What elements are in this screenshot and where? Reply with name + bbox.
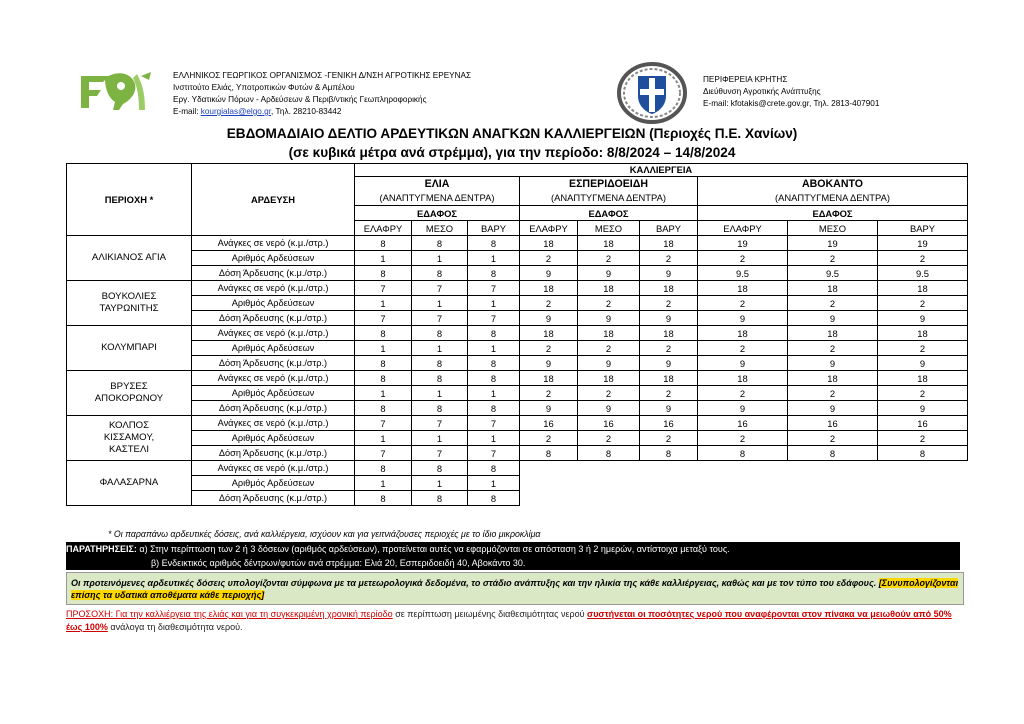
irrigation-label-cell: Ανάγκες σε νερό (κ.μ./στρ.) — [192, 281, 355, 296]
value-cell: 1 — [355, 341, 412, 356]
value-cell: 8 — [468, 356, 520, 371]
value-cell: 8 — [412, 356, 468, 371]
value-cell: 7 — [355, 416, 412, 431]
value-cell: 2 — [578, 341, 640, 356]
value-cell: 8 — [355, 401, 412, 416]
value-cell: 9 — [788, 356, 878, 371]
empty-cell — [640, 476, 698, 491]
table-row — [67, 386, 968, 401]
table-body — [67, 164, 968, 506]
irrigation-label-cell: Ανάγκες σε νερό (κ.μ./στρ.) — [192, 416, 355, 431]
soil-type-cell: ΜΕΣΟ — [788, 221, 878, 236]
empty-cell — [640, 461, 698, 476]
value-cell: 7 — [468, 281, 520, 296]
region-contact: E-mail: kfotakis@crete.gov.gr, Τηλ. 2813-407901 — [703, 99, 880, 108]
irrigation-label-cell: Ανάγκες σε νερό (κ.μ./στρ.) — [192, 461, 355, 476]
table-row — [67, 266, 968, 281]
value-cell: 1 — [355, 476, 412, 491]
irrigation-label-cell: Δόση Άρδευσης (κ.μ./στρ.) — [192, 266, 355, 281]
value-cell: 18 — [640, 371, 698, 386]
crop-header-citrus: ΕΣΠΕΡΙΔΟΕΙΔΗ (ΑΝΑΠΤΥΓΜΕΝΑ ΔΕΝΤΡΑ) — [520, 177, 698, 206]
soil-type-cell: ΕΛΑΦΡΥ — [355, 221, 412, 236]
value-cell: 7 — [355, 446, 412, 461]
value-cell: 1 — [468, 386, 520, 401]
value-cell: 8 — [468, 491, 520, 506]
value-cell: 9 — [640, 311, 698, 326]
value-cell: 8 — [355, 356, 412, 371]
value-cell: 9 — [698, 401, 788, 416]
value-cell: 2 — [698, 431, 788, 446]
soil-type-cell: ΕΛΑΦΡΥ — [698, 221, 788, 236]
value-cell: 19 — [788, 236, 878, 251]
value-cell: 8 — [468, 266, 520, 281]
value-cell: 8 — [355, 371, 412, 386]
value-cell: 8 — [355, 326, 412, 341]
value-cell: 1 — [468, 476, 520, 491]
value-cell: 1 — [355, 296, 412, 311]
value-cell: 8 — [355, 491, 412, 506]
value-cell: 2 — [878, 251, 968, 266]
value-cell: 2 — [640, 341, 698, 356]
soil-type-cell: ΒΑΡΥ — [878, 221, 968, 236]
value-cell: 9 — [520, 356, 578, 371]
value-cell: 1 — [412, 251, 468, 266]
value-cell: 2 — [788, 251, 878, 266]
value-cell: 18 — [520, 236, 578, 251]
value-cell: 19 — [878, 236, 968, 251]
value-cell: 2 — [640, 431, 698, 446]
value-cell: 2 — [698, 296, 788, 311]
value-cell: 18 — [640, 326, 698, 341]
value-cell: 16 — [640, 416, 698, 431]
irrigation-label-cell: Αριθμός Αρδεύσεων — [192, 386, 355, 401]
value-cell: 18 — [578, 236, 640, 251]
empty-cell — [788, 491, 878, 506]
value-cell: 7 — [468, 311, 520, 326]
irrigation-label-cell: Δόση Άρδευσης (κ.μ./στρ.) — [192, 401, 355, 416]
soil-type-cell: ΒΑΡΥ — [468, 221, 520, 236]
table-row — [67, 326, 968, 341]
value-cell: 2 — [788, 386, 878, 401]
value-cell: 8 — [698, 446, 788, 461]
value-cell: 8 — [468, 401, 520, 416]
value-cell: 18 — [520, 281, 578, 296]
value-cell: 2 — [520, 386, 578, 401]
soil-header-citrus: ΕΔΑΦΟΣ — [520, 206, 698, 221]
table-row — [67, 446, 968, 461]
empty-cell — [698, 476, 788, 491]
value-cell: 18 — [878, 281, 968, 296]
value-cell: 8 — [412, 266, 468, 281]
value-cell: 8 — [412, 491, 468, 506]
value-cell: 2 — [520, 431, 578, 446]
crops-header: ΚΑΛΛΙΕΡΓΕΙΑ — [355, 164, 968, 177]
value-cell: 2 — [878, 296, 968, 311]
irrigation-header: ΑΡΔΕΥΣΗ — [192, 164, 355, 236]
value-cell: 9 — [578, 401, 640, 416]
empty-cell — [788, 476, 878, 491]
value-cell: 7 — [412, 416, 468, 431]
value-cell: 8 — [578, 446, 640, 461]
empty-cell — [578, 491, 640, 506]
value-cell: 2 — [578, 431, 640, 446]
lab-name: Εργ. Υδατικών Πόρων - Αρδεύσεων & Περιβ/ντικής Γεωπληροφορικής — [173, 95, 427, 104]
value-cell: 9 — [698, 356, 788, 371]
empty-cell — [640, 491, 698, 506]
value-cell: 2 — [578, 251, 640, 266]
document-title: ΕΒΔΟΜΑΔΙΑΙΟ ΔΕΛΤΙΟ ΑΡΔΕΥΤΙΚΩΝ ΑΝΑΓΚΩΝ ΚΑΛΛΙΕΡΓΕΙΩΝ (Περιοχές Π.Ε. Χανίων) — [226, 126, 798, 141]
value-cell: 9 — [788, 311, 878, 326]
region-name-cell: ΚΟΛΥΜΠΑΡΙ — [67, 326, 192, 371]
soil-type-cell: ΕΛΑΦΡΥ — [520, 221, 578, 236]
table-row — [67, 341, 968, 356]
value-cell: 2 — [698, 341, 788, 356]
value-cell: 8 — [468, 326, 520, 341]
greek-emblem-icon — [616, 62, 688, 124]
value-cell: 2 — [640, 386, 698, 401]
soil-header-avocado: ΕΔΑΦΟΣ — [698, 206, 968, 221]
value-cell: 2 — [788, 431, 878, 446]
irrigation-label-cell: Αριθμός Αρδεύσεων — [192, 251, 355, 266]
value-cell: 18 — [788, 371, 878, 386]
value-cell: 8 — [468, 461, 520, 476]
directorate-name: Διεύθυνση Αγροτικής Ανάπτυξης — [703, 87, 821, 96]
soil-type-cell: ΜΕΣΟ — [412, 221, 468, 236]
soil-type-cell: ΜΕΣΟ — [578, 221, 640, 236]
value-cell: 8 — [788, 446, 878, 461]
value-cell: 2 — [640, 296, 698, 311]
value-cell: 2 — [640, 251, 698, 266]
value-cell: 16 — [788, 416, 878, 431]
soil-type-cell: ΒΑΡΥ — [640, 221, 698, 236]
email-link[interactable]: kourgialas@elgo.gr — [200, 107, 271, 116]
value-cell: 18 — [698, 326, 788, 341]
value-cell: 1 — [355, 386, 412, 401]
value-cell: 2 — [788, 341, 878, 356]
table-row — [67, 401, 968, 416]
note-a: ΠΑΡΑΤΗΡΗΣΕΙΣ: α) Στην περίπτωση των 2 ή 3 δόσεων (αριθμός αρδεύσεων), προτείνεται αυτές να εφαρμόζονται σε απόσταση 3 ή 2 ημερών, αντίστοιχα μεταξύ τους. — [66, 544, 730, 554]
region-name: ΠΕΡΙΦΕΡΕΙΑ ΚΡΗΤΗΣ — [703, 75, 788, 84]
value-cell: 7 — [468, 446, 520, 461]
table-row — [67, 281, 968, 296]
value-cell: 8 — [412, 461, 468, 476]
irrigation-label-cell: Αριθμός Αρδεύσεων — [192, 341, 355, 356]
value-cell: 9.5 — [698, 266, 788, 281]
value-cell: 16 — [878, 416, 968, 431]
table-row — [67, 416, 968, 431]
value-cell: 16 — [698, 416, 788, 431]
green-note: Οι προτεινόμενες αρδευτικές δόσεις υπολογίζονται σύμφωνα με τα μετεωρολογικά δεδομένα, το στάδιο ανάπτυξης και την ηλικία της κάθε καλλιέργειας, καθώς και με τον τύπο του εδάφους. [Συνυπολογίζονται επίσης τα υδατικά αποθέματα κάθε περιοχής] — [66, 572, 964, 605]
region-name-cell: ΒΡΥΣΕΣ ΑΠΟΚΟΡΩΝΟΥ — [67, 371, 192, 416]
value-cell: 1 — [468, 431, 520, 446]
value-cell: 9.5 — [878, 266, 968, 281]
value-cell: 2 — [520, 296, 578, 311]
value-cell: 16 — [520, 416, 578, 431]
value-cell: 9 — [698, 311, 788, 326]
value-cell: 9 — [640, 401, 698, 416]
irrigation-label-cell: Ανάγκες σε νερό (κ.μ./στρ.) — [192, 326, 355, 341]
empty-cell — [698, 461, 788, 476]
table-row — [67, 296, 968, 311]
empty-cell — [578, 476, 640, 491]
empty-cell — [878, 461, 968, 476]
value-cell: 1 — [355, 431, 412, 446]
irrigation-label-cell: Δόση Άρδευσης (κ.μ./στρ.) — [192, 356, 355, 371]
irrigation-label-cell: Ανάγκες σε νερό (κ.μ./στρ.) — [192, 236, 355, 251]
value-cell: 9 — [520, 311, 578, 326]
empty-cell — [878, 491, 968, 506]
value-cell: 2 — [788, 296, 878, 311]
value-cell: 2 — [878, 431, 968, 446]
note-b: β) Ενδεικτικός αριθμός δέντρων/φυτών ανά στρέμμα: Ελιά 20, Εσπεριδοειδή 40, Αβοκάντο 30. — [151, 558, 526, 568]
irrigation-label-cell: Δόση Άρδευσης (κ.μ./στρ.) — [192, 311, 355, 326]
value-cell: 18 — [878, 371, 968, 386]
value-cell: 18 — [788, 326, 878, 341]
document-subtitle: (σε κυβικά μέτρα ανά στρέμμα), για την περίοδο: 8/8/2024 – 14/8/2024 — [288, 145, 736, 160]
empty-cell — [520, 491, 578, 506]
value-cell: 9 — [520, 401, 578, 416]
value-cell: 19 — [698, 236, 788, 251]
value-cell: 9 — [640, 266, 698, 281]
region-name-cell: ΒΟΥΚΟΛΙΕΣ ΤΑΥΡΩΝΙΤΗΣ — [67, 281, 192, 326]
table-row — [67, 251, 968, 266]
value-cell: 16 — [578, 416, 640, 431]
value-cell: 8 — [412, 371, 468, 386]
header-right — [703, 74, 879, 110]
value-cell: 18 — [698, 371, 788, 386]
value-cell: 18 — [578, 371, 640, 386]
value-cell: 7 — [355, 281, 412, 296]
value-cell: 1 — [412, 341, 468, 356]
table-row — [67, 476, 968, 491]
value-cell: 9 — [578, 266, 640, 281]
value-cell: 7 — [412, 281, 468, 296]
table-row — [67, 461, 968, 476]
region-name-cell: ΑΛΙΚΙΑΝΟΣ ΑΓΙΑ — [67, 236, 192, 281]
irrigation-label-cell: Δόση Άρδευσης (κ.μ./στρ.) — [192, 491, 355, 506]
value-cell: 9 — [878, 311, 968, 326]
value-cell: 18 — [878, 326, 968, 341]
value-cell: 1 — [412, 476, 468, 491]
value-cell: 2 — [878, 341, 968, 356]
value-cell: 9 — [640, 356, 698, 371]
value-cell: 1 — [468, 251, 520, 266]
value-cell: 7 — [412, 446, 468, 461]
irrigation-table — [66, 163, 968, 506]
value-cell: 8 — [355, 236, 412, 251]
empty-cell — [698, 491, 788, 506]
value-cell: 18 — [578, 281, 640, 296]
value-cell: 2 — [878, 386, 968, 401]
value-cell: 8 — [640, 446, 698, 461]
value-cell: 2 — [698, 251, 788, 266]
table-row — [67, 431, 968, 446]
value-cell: 8 — [355, 266, 412, 281]
irrigation-label-cell: Αριθμός Αρδεύσεων — [192, 476, 355, 491]
value-cell: 2 — [578, 386, 640, 401]
value-cell: 7 — [468, 416, 520, 431]
table-row — [67, 311, 968, 326]
notes-bar — [66, 542, 960, 570]
value-cell: 7 — [412, 311, 468, 326]
value-cell: 18 — [788, 281, 878, 296]
value-cell: 9 — [578, 311, 640, 326]
value-cell: 18 — [520, 371, 578, 386]
footnote: * Οι παραπάνω αρδευτικές δόσεις, ανά καλλιέργεια, ισχύουν και για γειτνιάζουσες περιοχές με το ίδιο μικροκλίμα — [108, 529, 541, 539]
value-cell: 9.5 — [788, 266, 878, 281]
value-cell: 2 — [520, 251, 578, 266]
value-cell: 9 — [878, 356, 968, 371]
value-cell: 7 — [355, 311, 412, 326]
soil-header-olive: ΕΔΑΦΟΣ — [355, 206, 520, 221]
value-cell: 1 — [412, 386, 468, 401]
value-cell: 8 — [468, 371, 520, 386]
empty-cell — [878, 476, 968, 491]
org-name: ΕΛΛΗΝΙΚΟΣ ΓΕΩΡΓΙΚΟΣ ΟΡΓΑΝΙΣΜΟΣ -ΓΕΝΙΚΗ Δ/ΝΣΗ ΑΓΡΟΤΙΚΗΣ ΕΡΕΥΝΑΣ — [173, 71, 472, 80]
value-cell: 9 — [578, 356, 640, 371]
value-cell: 9 — [878, 401, 968, 416]
elgo-logo-icon — [75, 66, 153, 116]
value-cell: 18 — [640, 281, 698, 296]
value-cell: 1 — [412, 431, 468, 446]
value-cell: 1 — [355, 251, 412, 266]
value-cell: 8 — [355, 461, 412, 476]
value-cell: 1 — [468, 296, 520, 311]
crop-header-olive: ΕΛΙΑ (ΑΝΑΠΤΥΓΜΕΝΑ ΔΕΝΤΡΑ) — [355, 177, 520, 206]
value-cell: 8 — [468, 236, 520, 251]
value-cell: 2 — [578, 296, 640, 311]
contact-line: E-mail: kourgialas@elgo.gr, Τηλ. 28210-83442 — [173, 107, 342, 116]
value-cell: 1 — [412, 296, 468, 311]
value-cell: 2 — [520, 341, 578, 356]
value-cell: 9 — [788, 401, 878, 416]
value-cell: 8 — [412, 401, 468, 416]
empty-cell — [788, 461, 878, 476]
irrigation-label-cell: Ανάγκες σε νερό (κ.μ./στρ.) — [192, 371, 355, 386]
value-cell: 18 — [520, 326, 578, 341]
irrigation-label-cell: Αριθμός Αρδεύσεων — [192, 431, 355, 446]
value-cell: 2 — [698, 386, 788, 401]
empty-cell — [578, 461, 640, 476]
table-row — [67, 371, 968, 386]
value-cell: 8 — [412, 326, 468, 341]
value-cell: 18 — [698, 281, 788, 296]
warning-note: ΠΡΟΣΟΧΗ: Για την καλλιέργεια της ελιάς και για τη συγκεκριμένη χρονική περίοδο σε περίπτωση μειωμένης διαθεσιμότητας νερού συστήνεται οι ποσότητες νερού που αναφέρονται στον πίνακα να μειωθούν από 50% έως 100% ανάλογα τη διαθεσιμότητα νερού. — [66, 609, 952, 632]
table-row — [67, 356, 968, 371]
irrigation-label-cell: Αριθμός Αρδεύσεων — [192, 296, 355, 311]
highlight-note: [Συνυπολογίζονται επίσης τα υδατικά αποθέματα κάθε περιοχής] — [71, 578, 959, 600]
region-name-cell: ΦΑΛΑΣΑΡΝΑ — [67, 461, 192, 506]
crop-header-avocado: ΑΒΟΚΑΝΤΟ (ΑΝΑΠΤΥΓΜΕΝΑ ΔΕΝΤΡΑ) — [698, 177, 968, 206]
value-cell: 8 — [878, 446, 968, 461]
empty-cell — [520, 476, 578, 491]
irrigation-label-cell: Δόση Άρδευσης (κ.μ./στρ.) — [192, 446, 355, 461]
value-cell: 18 — [578, 326, 640, 341]
value-cell: 1 — [468, 341, 520, 356]
value-cell: 9 — [520, 266, 578, 281]
table-row — [67, 236, 968, 251]
region-name-cell: ΚΟΛΠΟΣ ΚΙΣΣΑΜΟΥ, ΚΑΣΤΕΛΙ — [67, 416, 192, 461]
institute-name: Ινστιτούτο Ελιάς, Υποτροπικών Φυτών & Αμπέλου — [173, 83, 355, 92]
region-header: ΠΕΡΙΟΧΗ * — [67, 164, 192, 236]
value-cell: 8 — [520, 446, 578, 461]
value-cell: 8 — [412, 236, 468, 251]
value-cell: 18 — [640, 236, 698, 251]
table-row — [67, 491, 968, 506]
empty-cell — [520, 461, 578, 476]
